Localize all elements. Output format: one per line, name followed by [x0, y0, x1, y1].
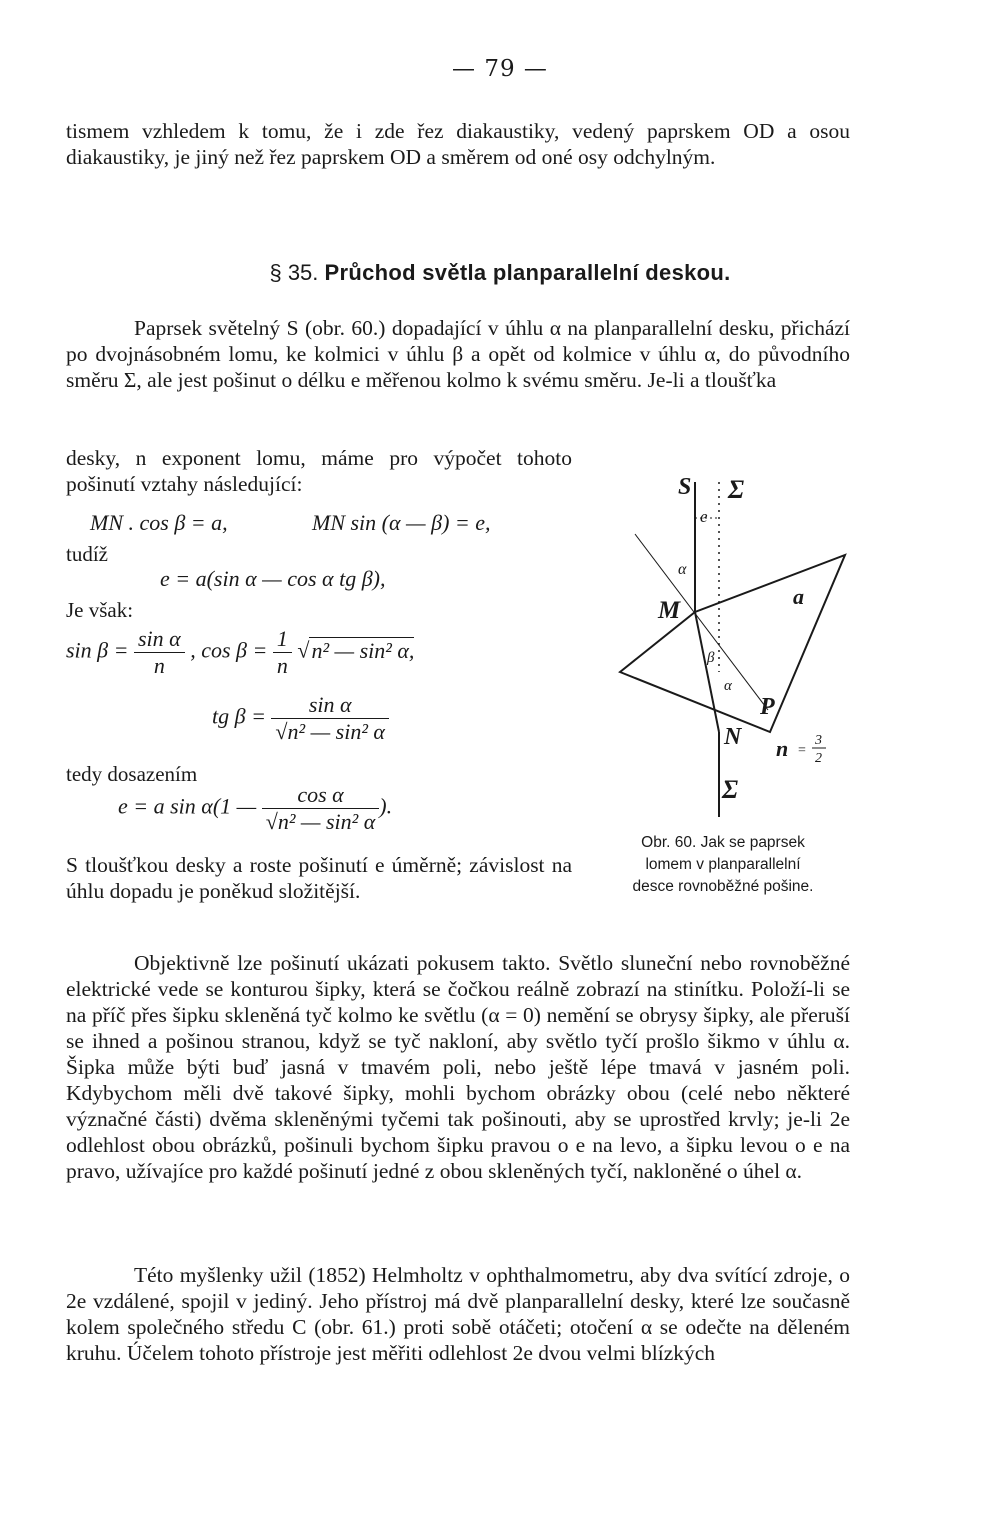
paragraph-1-continued: desky, n exponent lomu, máme pro výpočet tohoto pošinutí vztahy následující: — [66, 446, 572, 496]
paragraph-4: Této myšlenky užil (1852) Helmholtz v ophthalmometru, aby dva svítící zdroje, o 2e vzdálené, spojil v jediný. Jeho přístroj má dvě planparallelní desky, které lze současně kolem společného středu C (obr. 61.) proti sobě otáčeti; otočení α se odečte na děleném kruhu. Účelem tohoto přístroje jest měřiti odlehlost 2e dvou velmi blízkých — [66, 1263, 850, 1365]
caption-line-2: lomem v planparallelní — [645, 856, 801, 873]
label-beta: β — [707, 650, 715, 666]
label-tedy: tedy dosazením — [66, 762, 198, 786]
paragraph-2: S tloušťkou desky a roste pošinutí e úměrně; závislost na úhlu dopadu je poněkud složitější. — [66, 853, 572, 903]
equation-2: e = a(sin α — cos α tg β), — [160, 566, 386, 591]
section-number: § 35. — [269, 260, 319, 285]
equation-e — [118, 782, 392, 835]
tg-beta-lhs: tg β = — [212, 703, 266, 729]
tg-beta-root: n² — sin² α — [287, 719, 385, 744]
intro-paragraph: tismem vzhledem k tomu, že i zde řez diakaustiky, vedený paprskem OD a osou diakaustiky, je jiný než řez paprskem OD a směrem od oné osy odchylným. — [66, 119, 850, 169]
figure-60 — [590, 472, 860, 822]
tg-beta-fraction — [271, 692, 389, 745]
label-n-denominator: 2 — [815, 751, 822, 766]
label-e: e — [700, 507, 708, 526]
e-root: n² — sin² α — [277, 809, 376, 834]
cos-beta-fraction — [273, 626, 292, 679]
label-N: N — [724, 724, 742, 750]
label-a: a — [793, 584, 804, 609]
e-fraction — [262, 782, 380, 835]
sqrt-sign: √ — [297, 637, 310, 663]
e-numerator: cos α — [262, 782, 380, 809]
label-sigma-top: Σ — [728, 475, 745, 504]
section-title: Průchod světla planparallelní deskou. — [324, 260, 731, 285]
label-M: M — [658, 597, 681, 624]
tg-beta-numerator: sin α — [271, 692, 389, 719]
figure-60-diagram — [590, 472, 860, 822]
equation-1-right: MN sin (α — β) = e, — [312, 510, 491, 535]
e-lhs: e = a sin α — [118, 793, 213, 819]
sin-beta-lhs: sin β = — [66, 637, 129, 663]
label-S: S — [678, 474, 692, 500]
paragraph-3: Objektivně lze pošinutí ukázati pokusem takto. Světlo sluneční nebo rovnoběžné elektrické vede se konturou šipky, která se čočkou reálně zobrazí na stinítku. Položí-li se na příč přes šipku skleněná tyč kolmo ke světlu (α = 0) nemění se obrysy šipky, ale přeruší se ihned a pošinou stranou, když se tyč nakloní, aby světlo tyčí prošlo šikmo v úhlu α. Šipka může býti buď jasná v tmavém poli, nebo ještě lépe tmavá v jasném poli. Kdybychom měli dvě takové šipky, mohli bychom obrázky obou (celé nebo některé význačné části) dvěma skleněnými tyčemi tak pošinouti, aby se uprostřed krvly; je-li 2e odlehlost obou obrázků, pošinuli bychom šipku pravou o e na levo, a šipku levou o e na pravo, užívajíce pro každé pošinutí jedné z obou skleněných tyčí, nakloněné o úhel α. — [66, 951, 850, 1183]
sin-beta-denominator: n — [153, 653, 165, 678]
sin-beta-fraction — [134, 626, 185, 679]
sqrt-sign: √ — [275, 719, 288, 744]
equation-tg-beta — [212, 692, 389, 745]
figure-caption — [598, 832, 848, 898]
e-paren-left: (1 — — [212, 793, 257, 819]
cos-beta-denominator: n — [276, 653, 288, 678]
label-tudiz: tudíž — [66, 542, 108, 566]
sin-beta-numerator: sin α — [134, 626, 185, 653]
cos-beta-root: n² — sin² α, — [311, 637, 415, 663]
equation-sin-beta — [66, 626, 414, 679]
label-sigma-bottom: Σ — [722, 775, 739, 804]
normal-line-m — [635, 534, 768, 710]
page-number: — 79 — — [452, 56, 548, 82]
plate-outline — [620, 555, 845, 732]
sqrt-sign: √ — [265, 809, 278, 834]
cos-beta-lhs: , cos β = — [190, 637, 268, 663]
label-n: n — [776, 736, 789, 761]
caption-line-3: desce rovnoběžné pošine. — [632, 878, 814, 895]
e-denominator — [262, 809, 380, 835]
label-P: P — [760, 694, 775, 720]
label-n-numerator: 3 — [815, 733, 822, 748]
label-je-vsak: Je však: — [66, 598, 134, 622]
label-n-equals: = — [798, 743, 806, 758]
e-paren-right: ). — [379, 793, 393, 819]
label-alpha-1: α — [678, 561, 687, 578]
section-heading — [0, 260, 1000, 286]
cos-beta-numerator: 1 — [273, 626, 292, 653]
tg-beta-denominator — [271, 719, 389, 745]
caption-line-1: Obr. 60. Jak se paprsek — [641, 834, 805, 851]
equation-1-left: MN . cos β = a, — [90, 510, 228, 535]
label-alpha-2: α — [724, 678, 732, 694]
paragraph-1: Paprsek světelný S (obr. 60.) dopadající v úhlu α na planparallelní desku, přichází po dvojnásobném lomu, ke kolmici v úhlu β a opět od kolmice v úhlu α, do původního směru Σ, ale jest pošinut o délku e měřenou kolmo k svému směru. Je-li a tloušťka — [66, 316, 850, 392]
